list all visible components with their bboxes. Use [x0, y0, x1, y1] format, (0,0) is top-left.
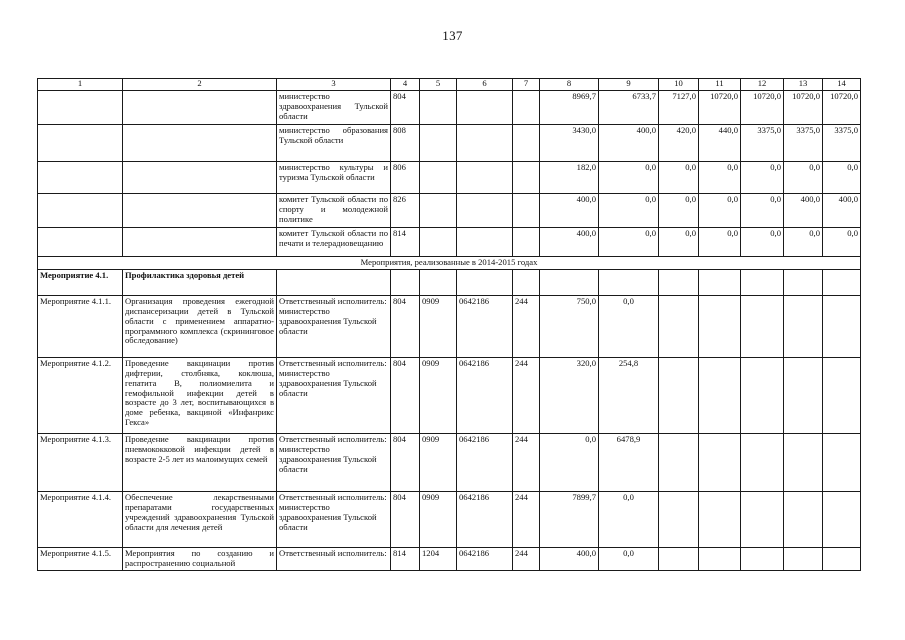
- amount-cell: 0,0: [784, 228, 823, 257]
- header-cell: 5: [420, 79, 457, 91]
- empty-cell: [741, 269, 784, 295]
- code-cell: 804: [391, 433, 420, 491]
- amount-cell: 0,0: [599, 295, 659, 357]
- event-name-cell: Проведение вакцинации против пневмококковой инфекции детей в возрасте 2-5 лет из малоимущих семей: [123, 433, 277, 491]
- empty-cell: [659, 357, 699, 433]
- amount-cell: 0,0: [741, 162, 784, 194]
- table-row: [38, 547, 861, 570]
- section-banner-row: [38, 257, 861, 270]
- code-cell: 814: [391, 228, 420, 257]
- code-cell: 806: [391, 162, 420, 194]
- amount-cell: 8969,7: [540, 91, 599, 125]
- type-cell: 244: [513, 295, 540, 357]
- event-id-cell: Мероприятие 4.1.3.: [38, 433, 123, 491]
- empty-cell: [823, 491, 861, 547]
- amount-cell: 400,0: [823, 194, 861, 228]
- amount-cell: 6733,7: [599, 91, 659, 125]
- empty-cell: [659, 269, 699, 295]
- empty-cell: [699, 433, 741, 491]
- header-cell: 14: [823, 79, 861, 91]
- amount-cell: 0,0: [659, 228, 699, 257]
- empty-cell: [741, 491, 784, 547]
- section-cell: 0909: [420, 491, 457, 547]
- section-cell: [420, 162, 457, 194]
- executor-cell: комитет Тульской области по спорту и молодежной политике: [277, 194, 391, 228]
- table-row: [38, 491, 861, 547]
- event-id-cell: [38, 194, 123, 228]
- amount-cell: 0,0: [659, 194, 699, 228]
- empty-cell: [823, 357, 861, 433]
- type-cell: [513, 125, 540, 162]
- header-cell: 12: [741, 79, 784, 91]
- event-id-cell: [38, 91, 123, 125]
- article-cell: [457, 162, 513, 194]
- executor-cell: Ответственный исполнитель:: [277, 547, 391, 570]
- section-cell: [420, 91, 457, 125]
- section-row: [38, 269, 861, 295]
- page-number: 137: [442, 28, 463, 43]
- event-name-cell: [123, 162, 277, 194]
- table-row: [38, 162, 861, 194]
- amount-cell: 0,0: [599, 547, 659, 570]
- table-row: [38, 194, 861, 228]
- amount-cell: 0,0: [599, 228, 659, 257]
- code-cell: 804: [391, 357, 420, 433]
- event-id-cell: [38, 162, 123, 194]
- amount-cell: 0,0: [784, 162, 823, 194]
- event-name-cell: Обеспечение лекарственными препаратами государственных учреждений здравоохранения Тульской области для лечения детей: [123, 491, 277, 547]
- header-cell: 1: [38, 79, 123, 91]
- type-cell: [513, 162, 540, 194]
- event-name-cell: Проведение вакцинации против дифтерии, столбняка, коклюша, гепатита В, полиомиелита и гемофильной инфекции детей в возрасте до 3 лет, воспитывающихся в доме ребенка, вакциной «Инфанрикс Гекса»: [123, 357, 277, 433]
- empty-cell: [823, 295, 861, 357]
- amount-cell: 3430,0: [540, 125, 599, 162]
- event-id-cell: [38, 125, 123, 162]
- executor-cell: Ответственный исполнитель: министерство здравоохранения Тульской области: [277, 295, 391, 357]
- table-row: [38, 295, 861, 357]
- empty-cell: [599, 269, 659, 295]
- empty-cell: [659, 295, 699, 357]
- executor-cell: министерство культуры и туризма Тульской области: [277, 162, 391, 194]
- amount-cell: 3375,0: [784, 125, 823, 162]
- header-cell: 6: [457, 79, 513, 91]
- amount-cell: 0,0: [741, 194, 784, 228]
- header-cell: 9: [599, 79, 659, 91]
- empty-cell: [784, 491, 823, 547]
- amount-cell: 0,0: [599, 162, 659, 194]
- event-name-cell: [123, 228, 277, 257]
- section-name-cell: Профилактика здоровья детей: [123, 269, 277, 295]
- amount-cell: 254,8: [599, 357, 659, 433]
- empty-cell: [540, 269, 599, 295]
- event-name-cell: [123, 91, 277, 125]
- amount-cell: 0,0: [699, 162, 741, 194]
- amount-cell: 0,0: [823, 162, 861, 194]
- code-cell: 814: [391, 547, 420, 570]
- amount-cell: 6478,9: [599, 433, 659, 491]
- type-cell: [513, 91, 540, 125]
- code-cell: 804: [391, 295, 420, 357]
- event-name-cell: Мероприятия по созданию и распространению социальной: [123, 547, 277, 570]
- header-cell: 7: [513, 79, 540, 91]
- type-cell: 244: [513, 357, 540, 433]
- amount-cell: 0,0: [599, 491, 659, 547]
- empty-cell: [784, 295, 823, 357]
- event-id-cell: Мероприятие 4.1.5.: [38, 547, 123, 570]
- empty-cell: [659, 547, 699, 570]
- empty-cell: [699, 295, 741, 357]
- amount-cell: 182,0: [540, 162, 599, 194]
- amount-cell: 750,0: [540, 295, 599, 357]
- header-cell: 10: [659, 79, 699, 91]
- empty-cell: [823, 547, 861, 570]
- amount-cell: 420,0: [659, 125, 699, 162]
- type-cell: [513, 194, 540, 228]
- executor-cell: Ответственный исполнитель: министерство здравоохранения Тульской области: [277, 491, 391, 547]
- header-cell: 13: [784, 79, 823, 91]
- article-cell: [457, 228, 513, 257]
- article-cell: [457, 125, 513, 162]
- section-cell: [420, 228, 457, 257]
- article-cell: [457, 194, 513, 228]
- empty-cell: [699, 547, 741, 570]
- empty-cell: [784, 269, 823, 295]
- empty-cell: [659, 491, 699, 547]
- event-name-cell: [123, 125, 277, 162]
- executor-cell: комитет Тульской области по печати и телерадиовещанию: [277, 228, 391, 257]
- empty-cell: [277, 269, 391, 295]
- executor-cell: Ответственный исполнитель: министерство здравоохранения Тульской области: [277, 433, 391, 491]
- article-cell: 0642186: [457, 357, 513, 433]
- section-cell: [420, 125, 457, 162]
- section-cell: 0909: [420, 433, 457, 491]
- empty-cell: [699, 491, 741, 547]
- table-row: [38, 91, 861, 125]
- article-cell: 0642186: [457, 491, 513, 547]
- type-cell: 244: [513, 491, 540, 547]
- empty-cell: [784, 547, 823, 570]
- table-row: [38, 357, 861, 433]
- amount-cell: 400,0: [599, 125, 659, 162]
- empty-cell: [823, 269, 861, 295]
- amount-cell: 10720,0: [823, 91, 861, 125]
- event-name-cell: Организация проведения ежегодной диспансеризации детей в Тульской области с применением аппаратно-программного комплекса (скрининговое обследование): [123, 295, 277, 357]
- amount-cell: 400,0: [784, 194, 823, 228]
- empty-cell: [741, 295, 784, 357]
- section-cell: 0909: [420, 295, 457, 357]
- empty-cell: [457, 269, 513, 295]
- code-cell: 804: [391, 491, 420, 547]
- section-cell: 1204: [420, 547, 457, 570]
- empty-cell: [741, 357, 784, 433]
- amount-cell: 10720,0: [784, 91, 823, 125]
- amount-cell: 0,0: [659, 162, 699, 194]
- amount-cell: 7899,7: [540, 491, 599, 547]
- empty-cell: [741, 547, 784, 570]
- event-id-cell: Мероприятие 4.1.4.: [38, 491, 123, 547]
- event-id-cell: Мероприятие 4.1.2.: [38, 357, 123, 433]
- section-banner: Мероприятия, реализованные в 2014-2015 годах: [38, 257, 861, 270]
- header-row: [38, 79, 861, 91]
- article-cell: 0642186: [457, 295, 513, 357]
- empty-cell: [513, 269, 540, 295]
- amount-cell: 0,0: [540, 433, 599, 491]
- code-cell: 808: [391, 125, 420, 162]
- article-cell: [457, 91, 513, 125]
- amount-cell: 400,0: [540, 547, 599, 570]
- header-cell: 11: [699, 79, 741, 91]
- table-row: [38, 433, 861, 491]
- article-cell: 0642186: [457, 433, 513, 491]
- empty-cell: [741, 433, 784, 491]
- program-table: [37, 78, 861, 571]
- amount-cell: 400,0: [540, 194, 599, 228]
- code-cell: 826: [391, 194, 420, 228]
- header-cell: 8: [540, 79, 599, 91]
- code-cell: 804: [391, 91, 420, 125]
- executor-cell: министерство здравоохранения Тульской области: [277, 91, 391, 125]
- table-row: [38, 228, 861, 257]
- amount-cell: 0,0: [699, 194, 741, 228]
- amount-cell: 0,0: [599, 194, 659, 228]
- amount-cell: 10720,0: [741, 91, 784, 125]
- section-cell: [420, 194, 457, 228]
- article-cell: 0642186: [457, 547, 513, 570]
- section-id-cell: Мероприятие 4.1.: [38, 269, 123, 295]
- table-row: [38, 125, 861, 162]
- event-name-cell: [123, 194, 277, 228]
- amount-cell: 0,0: [823, 228, 861, 257]
- empty-cell: [699, 269, 741, 295]
- type-cell: 244: [513, 433, 540, 491]
- type-cell: 244: [513, 547, 540, 570]
- empty-cell: [823, 433, 861, 491]
- type-cell: [513, 228, 540, 257]
- header-cell: 2: [123, 79, 277, 91]
- empty-cell: [699, 357, 741, 433]
- event-id-cell: [38, 228, 123, 257]
- amount-cell: 400,0: [540, 228, 599, 257]
- section-cell: 0909: [420, 357, 457, 433]
- amount-cell: 0,0: [699, 228, 741, 257]
- empty-cell: [659, 433, 699, 491]
- empty-cell: [420, 269, 457, 295]
- header-cell: 4: [391, 79, 420, 91]
- amount-cell: 0,0: [741, 228, 784, 257]
- empty-cell: [391, 269, 420, 295]
- empty-cell: [784, 357, 823, 433]
- amount-cell: 7127,0: [659, 91, 699, 125]
- executor-cell: министерство образования Тульской области: [277, 125, 391, 162]
- amount-cell: 440,0: [699, 125, 741, 162]
- header-cell: 3: [277, 79, 391, 91]
- amount-cell: 3375,0: [741, 125, 784, 162]
- amount-cell: 10720,0: [699, 91, 741, 125]
- executor-cell: Ответственный исполнитель: министерство здравоохранения Тульской области: [277, 357, 391, 433]
- event-id-cell: Мероприятие 4.1.1.: [38, 295, 123, 357]
- amount-cell: 320,0: [540, 357, 599, 433]
- empty-cell: [784, 433, 823, 491]
- amount-cell: 3375,0: [823, 125, 861, 162]
